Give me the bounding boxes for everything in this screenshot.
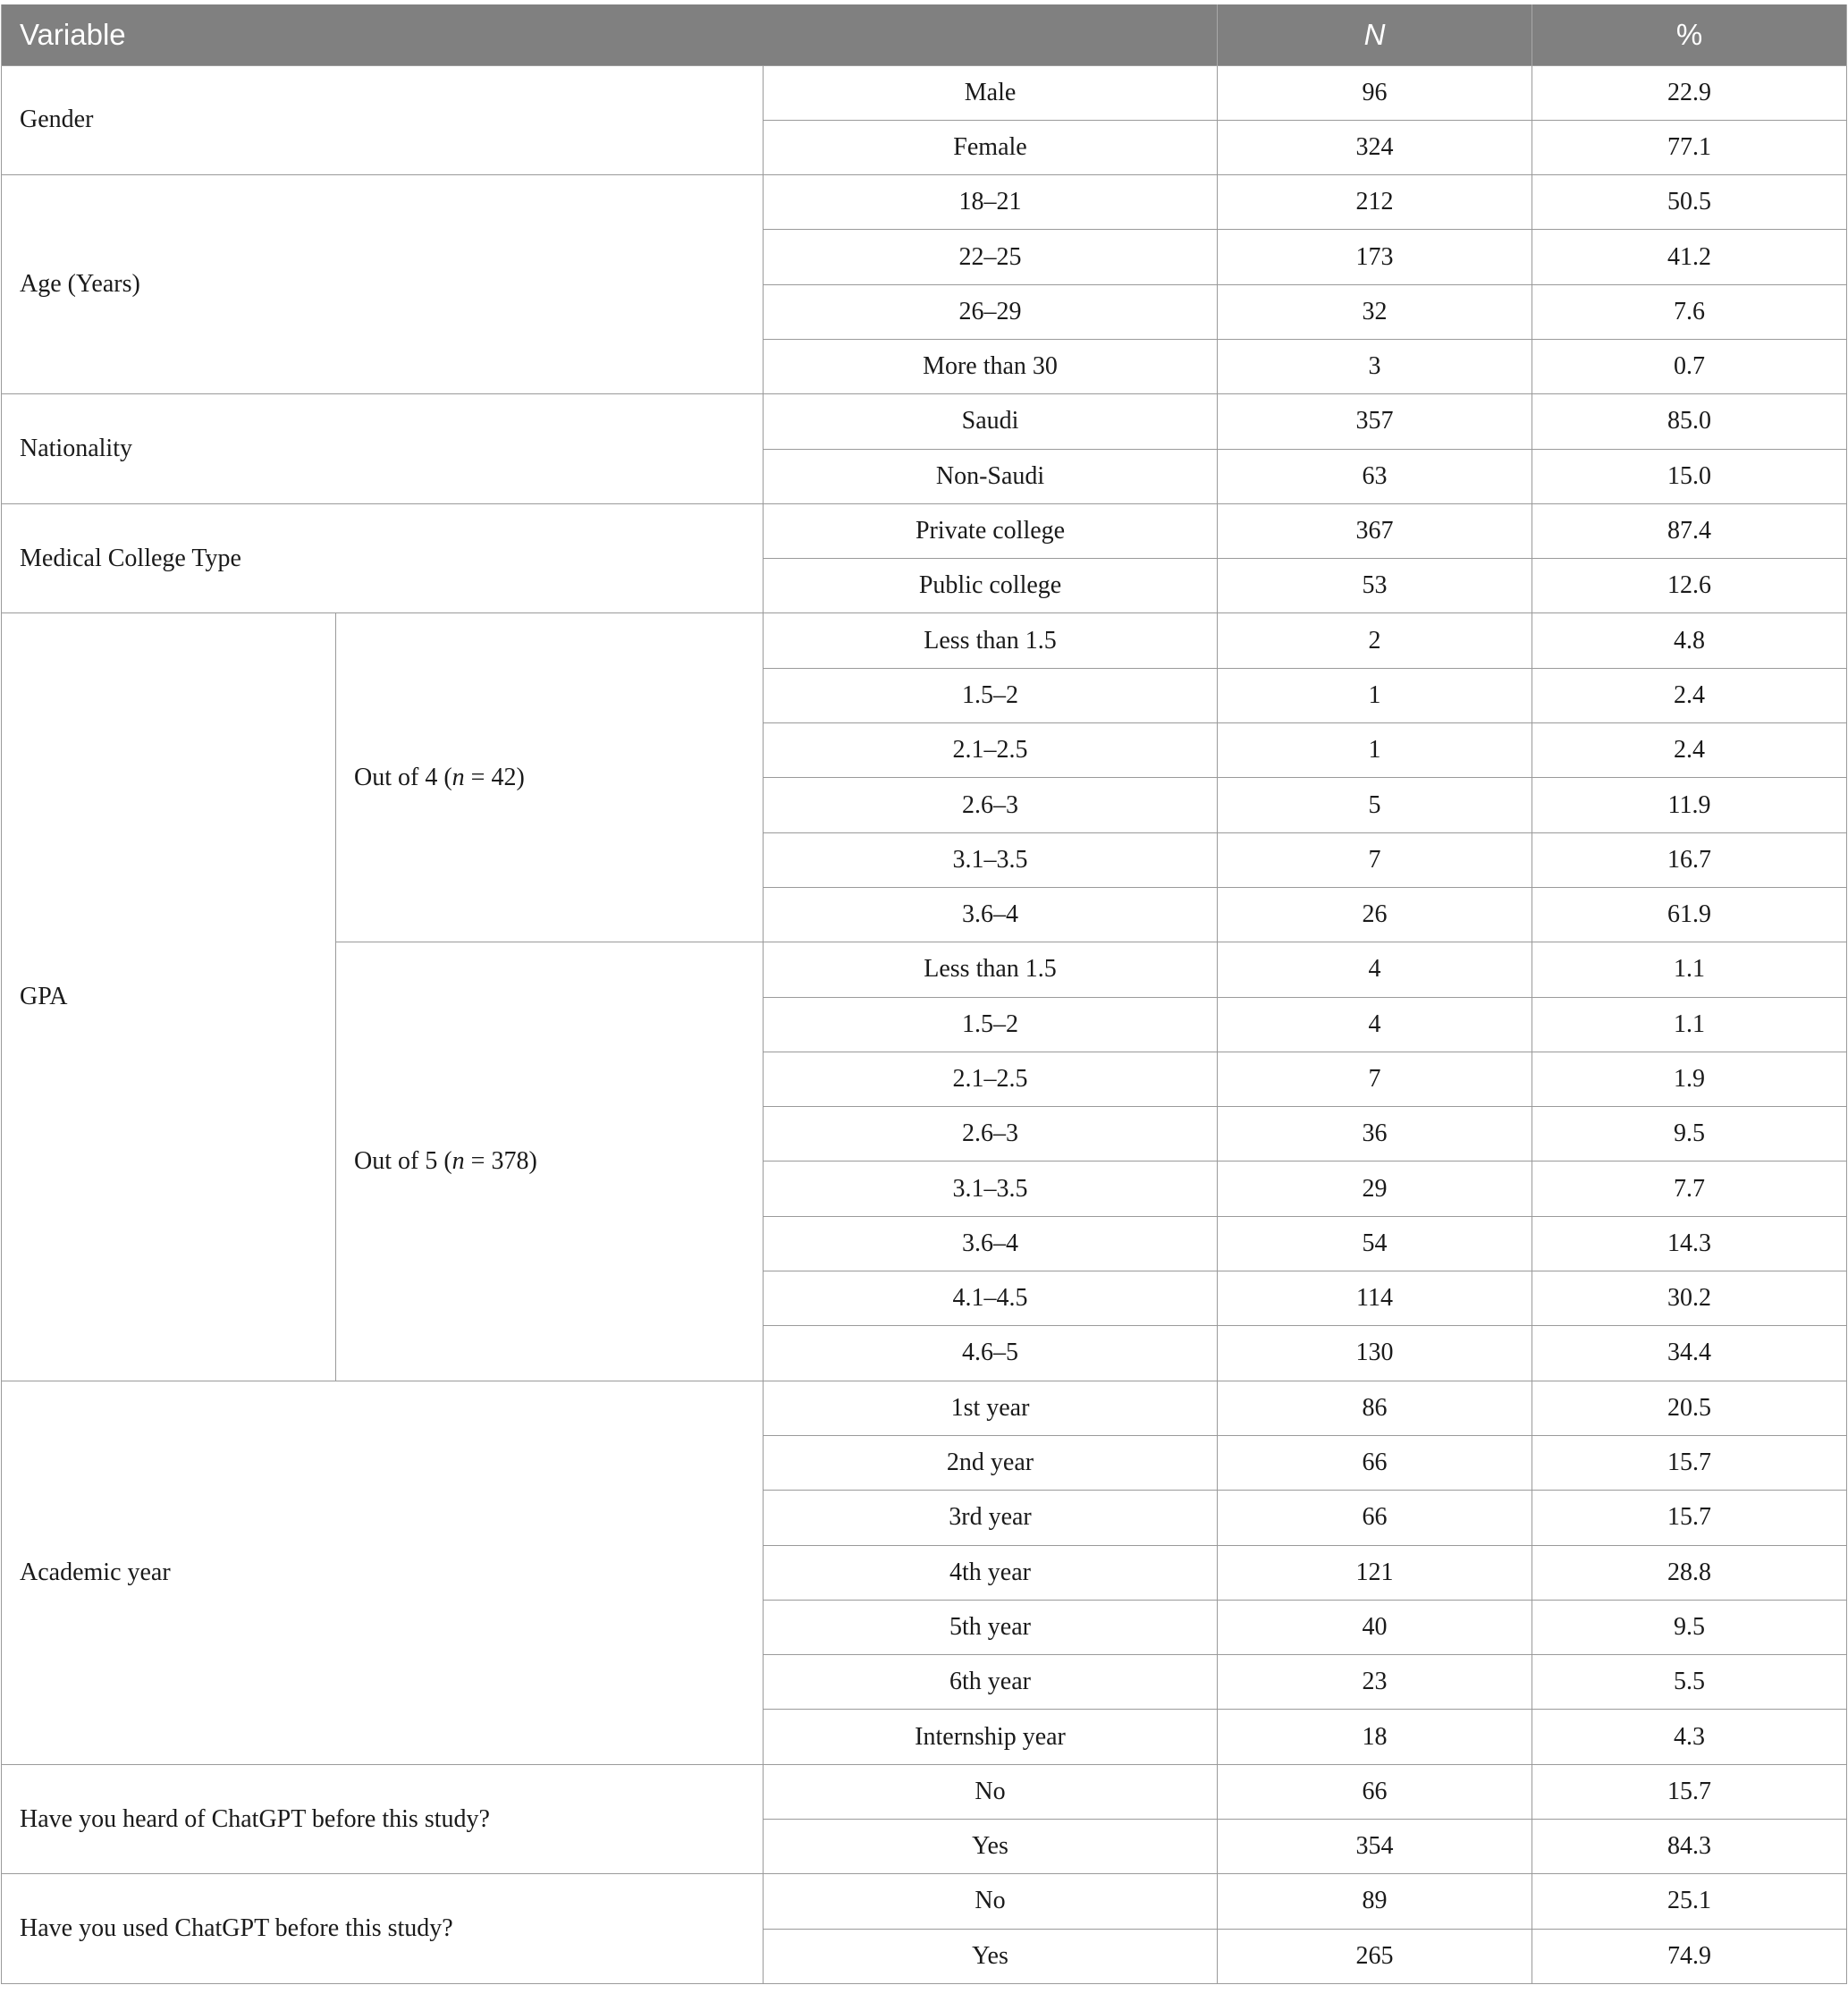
count-cell: 3 — [1218, 339, 1532, 393]
percent-cell: 34.4 — [1532, 1326, 1847, 1381]
count-cell: 86 — [1218, 1381, 1532, 1435]
count-cell: 173 — [1218, 230, 1532, 284]
category-cell: Yes — [764, 1929, 1218, 1983]
percent-cell: 30.2 — [1532, 1271, 1847, 1326]
variable-age: Age (Years) — [2, 175, 764, 394]
category-cell: 2nd year — [764, 1435, 1218, 1490]
variable-college-type: Medical College Type — [2, 503, 764, 613]
percent-cell: 0.7 — [1532, 339, 1847, 393]
category-cell: Internship year — [764, 1710, 1218, 1764]
category-cell: 6th year — [764, 1655, 1218, 1710]
category-cell: 3.1–3.5 — [764, 832, 1218, 887]
table-header — [2, 4, 1847, 65]
table-row — [2, 1874, 1847, 1929]
category-cell: Less than 1.5 — [764, 613, 1218, 668]
category-cell: No — [764, 1764, 1218, 1819]
category-cell: 2.6–3 — [764, 1107, 1218, 1161]
category-cell: 1.5–2 — [764, 668, 1218, 722]
percent-cell: 22.9 — [1532, 65, 1847, 120]
percent-cell: 25.1 — [1532, 1874, 1847, 1929]
percent-cell: 1.1 — [1532, 942, 1847, 997]
gpa-out5-n-symbol: n — [451, 1146, 465, 1175]
count-cell: 40 — [1218, 1600, 1532, 1654]
category-cell: 2.1–2.5 — [764, 723, 1218, 778]
percent-cell: 14.3 — [1532, 1216, 1847, 1271]
count-cell: 4 — [1218, 942, 1532, 997]
count-cell: 7 — [1218, 832, 1532, 887]
table-row — [2, 175, 1847, 230]
category-cell: 3.6–4 — [764, 887, 1218, 942]
category-cell: 3rd year — [764, 1491, 1218, 1545]
count-cell: 354 — [1218, 1820, 1532, 1874]
variable-gpa: GPA — [2, 613, 336, 1381]
count-cell: 2 — [1218, 613, 1532, 668]
percent-cell: 9.5 — [1532, 1107, 1847, 1161]
percent-cell: 16.7 — [1532, 832, 1847, 887]
category-cell: Male — [764, 65, 1218, 120]
category-cell: 4th year — [764, 1545, 1218, 1600]
category-cell: 2.1–2.5 — [764, 1052, 1218, 1106]
count-cell: 29 — [1218, 1161, 1532, 1216]
category-cell: 26–29 — [764, 284, 1218, 339]
percent-cell: 5.5 — [1532, 1655, 1847, 1710]
category-cell: Private college — [764, 503, 1218, 558]
count-cell: 63 — [1218, 449, 1532, 503]
category-cell: 2.6–3 — [764, 778, 1218, 832]
gpa-out-of-5 — [336, 942, 764, 1381]
percent-cell: 74.9 — [1532, 1929, 1847, 1983]
header-n — [1218, 4, 1532, 65]
percent-cell: 7.6 — [1532, 284, 1847, 339]
count-cell: 1 — [1218, 668, 1532, 722]
table-row — [2, 394, 1847, 449]
gpa-out4-suffix: = 42) — [464, 763, 525, 791]
gpa-out-of-4 — [336, 613, 764, 942]
count-cell: 5 — [1218, 778, 1532, 832]
count-cell: 114 — [1218, 1271, 1532, 1326]
count-cell: 265 — [1218, 1929, 1532, 1983]
count-cell: 121 — [1218, 1545, 1532, 1600]
category-cell: 22–25 — [764, 230, 1218, 284]
count-cell: 96 — [1218, 65, 1532, 120]
count-cell: 4 — [1218, 997, 1532, 1052]
percent-cell: 11.9 — [1532, 778, 1847, 832]
category-cell: Public college — [764, 559, 1218, 613]
count-cell: 66 — [1218, 1491, 1532, 1545]
category-cell: 5th year — [764, 1600, 1218, 1654]
table-row — [2, 613, 1847, 668]
percent-cell: 1.1 — [1532, 997, 1847, 1052]
percent-cell: 7.7 — [1532, 1161, 1847, 1216]
variable-nationality: Nationality — [2, 394, 764, 504]
count-cell: 23 — [1218, 1655, 1532, 1710]
percent-cell: 12.6 — [1532, 559, 1847, 613]
count-cell: 7 — [1218, 1052, 1532, 1106]
table-body — [2, 65, 1847, 1983]
count-cell: 66 — [1218, 1764, 1532, 1819]
percent-cell: 4.3 — [1532, 1710, 1847, 1764]
count-cell: 324 — [1218, 120, 1532, 174]
category-cell: No — [764, 1874, 1218, 1929]
table-row — [2, 1764, 1847, 1819]
gpa-out4-n-symbol: n — [451, 763, 465, 791]
category-cell: 1st year — [764, 1381, 1218, 1435]
table-row — [2, 1381, 1847, 1435]
gpa-out4-prefix: Out of 4 ( — [354, 763, 452, 791]
percent-cell: 61.9 — [1532, 887, 1847, 942]
gpa-out5-suffix: = 378) — [464, 1146, 537, 1175]
category-cell: Non-Saudi — [764, 449, 1218, 503]
category-cell: 4.1–4.5 — [764, 1271, 1218, 1326]
percent-cell: 28.8 — [1532, 1545, 1847, 1600]
percent-cell: 15.7 — [1532, 1764, 1847, 1819]
variable-academic-year: Academic year — [2, 1381, 764, 1764]
header-percent: % — [1532, 4, 1847, 65]
percent-cell: 15.7 — [1532, 1491, 1847, 1545]
count-cell: 1 — [1218, 723, 1532, 778]
count-cell: 18 — [1218, 1710, 1532, 1764]
table-row — [2, 503, 1847, 558]
percent-cell: 84.3 — [1532, 1820, 1847, 1874]
count-cell: 36 — [1218, 1107, 1532, 1161]
category-cell: Saudi — [764, 394, 1218, 449]
header-row — [2, 4, 1847, 65]
percent-cell: 87.4 — [1532, 503, 1847, 558]
percent-cell: 85.0 — [1532, 394, 1847, 449]
count-cell: 212 — [1218, 175, 1532, 230]
count-cell: 66 — [1218, 1435, 1532, 1490]
category-cell: Less than 1.5 — [764, 942, 1218, 997]
count-cell: 130 — [1218, 1326, 1532, 1381]
variable-gender: Gender — [2, 65, 764, 175]
count-cell: 32 — [1218, 284, 1532, 339]
category-cell: 3.1–3.5 — [764, 1161, 1218, 1216]
percent-cell: 50.5 — [1532, 175, 1847, 230]
percent-cell: 1.9 — [1532, 1052, 1847, 1106]
category-cell: 18–21 — [764, 175, 1218, 230]
count-cell: 357 — [1218, 394, 1532, 449]
count-cell: 89 — [1218, 1874, 1532, 1929]
header-variable: Variable — [2, 4, 1218, 65]
count-cell: 367 — [1218, 503, 1532, 558]
percent-cell: 15.0 — [1532, 449, 1847, 503]
percent-cell: 2.4 — [1532, 668, 1847, 722]
percent-cell: 77.1 — [1532, 120, 1847, 174]
gpa-out5-prefix: Out of 5 ( — [354, 1146, 452, 1175]
category-cell: 4.6–5 — [764, 1326, 1218, 1381]
category-cell: Female — [764, 120, 1218, 174]
category-cell: Yes — [764, 1820, 1218, 1874]
table-row — [2, 65, 1847, 120]
percent-cell: 4.8 — [1532, 613, 1847, 668]
demographics-table — [1, 4, 1847, 1984]
percent-cell: 41.2 — [1532, 230, 1847, 284]
category-cell: 1.5–2 — [764, 997, 1218, 1052]
count-cell: 54 — [1218, 1216, 1532, 1271]
count-cell: 26 — [1218, 887, 1532, 942]
category-cell: 3.6–4 — [764, 1216, 1218, 1271]
percent-cell: 2.4 — [1532, 723, 1847, 778]
category-cell: More than 30 — [764, 339, 1218, 393]
percent-cell: 9.5 — [1532, 1600, 1847, 1654]
count-cell: 53 — [1218, 559, 1532, 613]
variable-heard-chatgpt: Have you heard of ChatGPT before this study? — [2, 1764, 764, 1874]
variable-used-chatgpt: Have you used ChatGPT before this study? — [2, 1874, 764, 1984]
header-n-label: N — [1363, 17, 1386, 51]
percent-cell: 20.5 — [1532, 1381, 1847, 1435]
percent-cell: 15.7 — [1532, 1435, 1847, 1490]
